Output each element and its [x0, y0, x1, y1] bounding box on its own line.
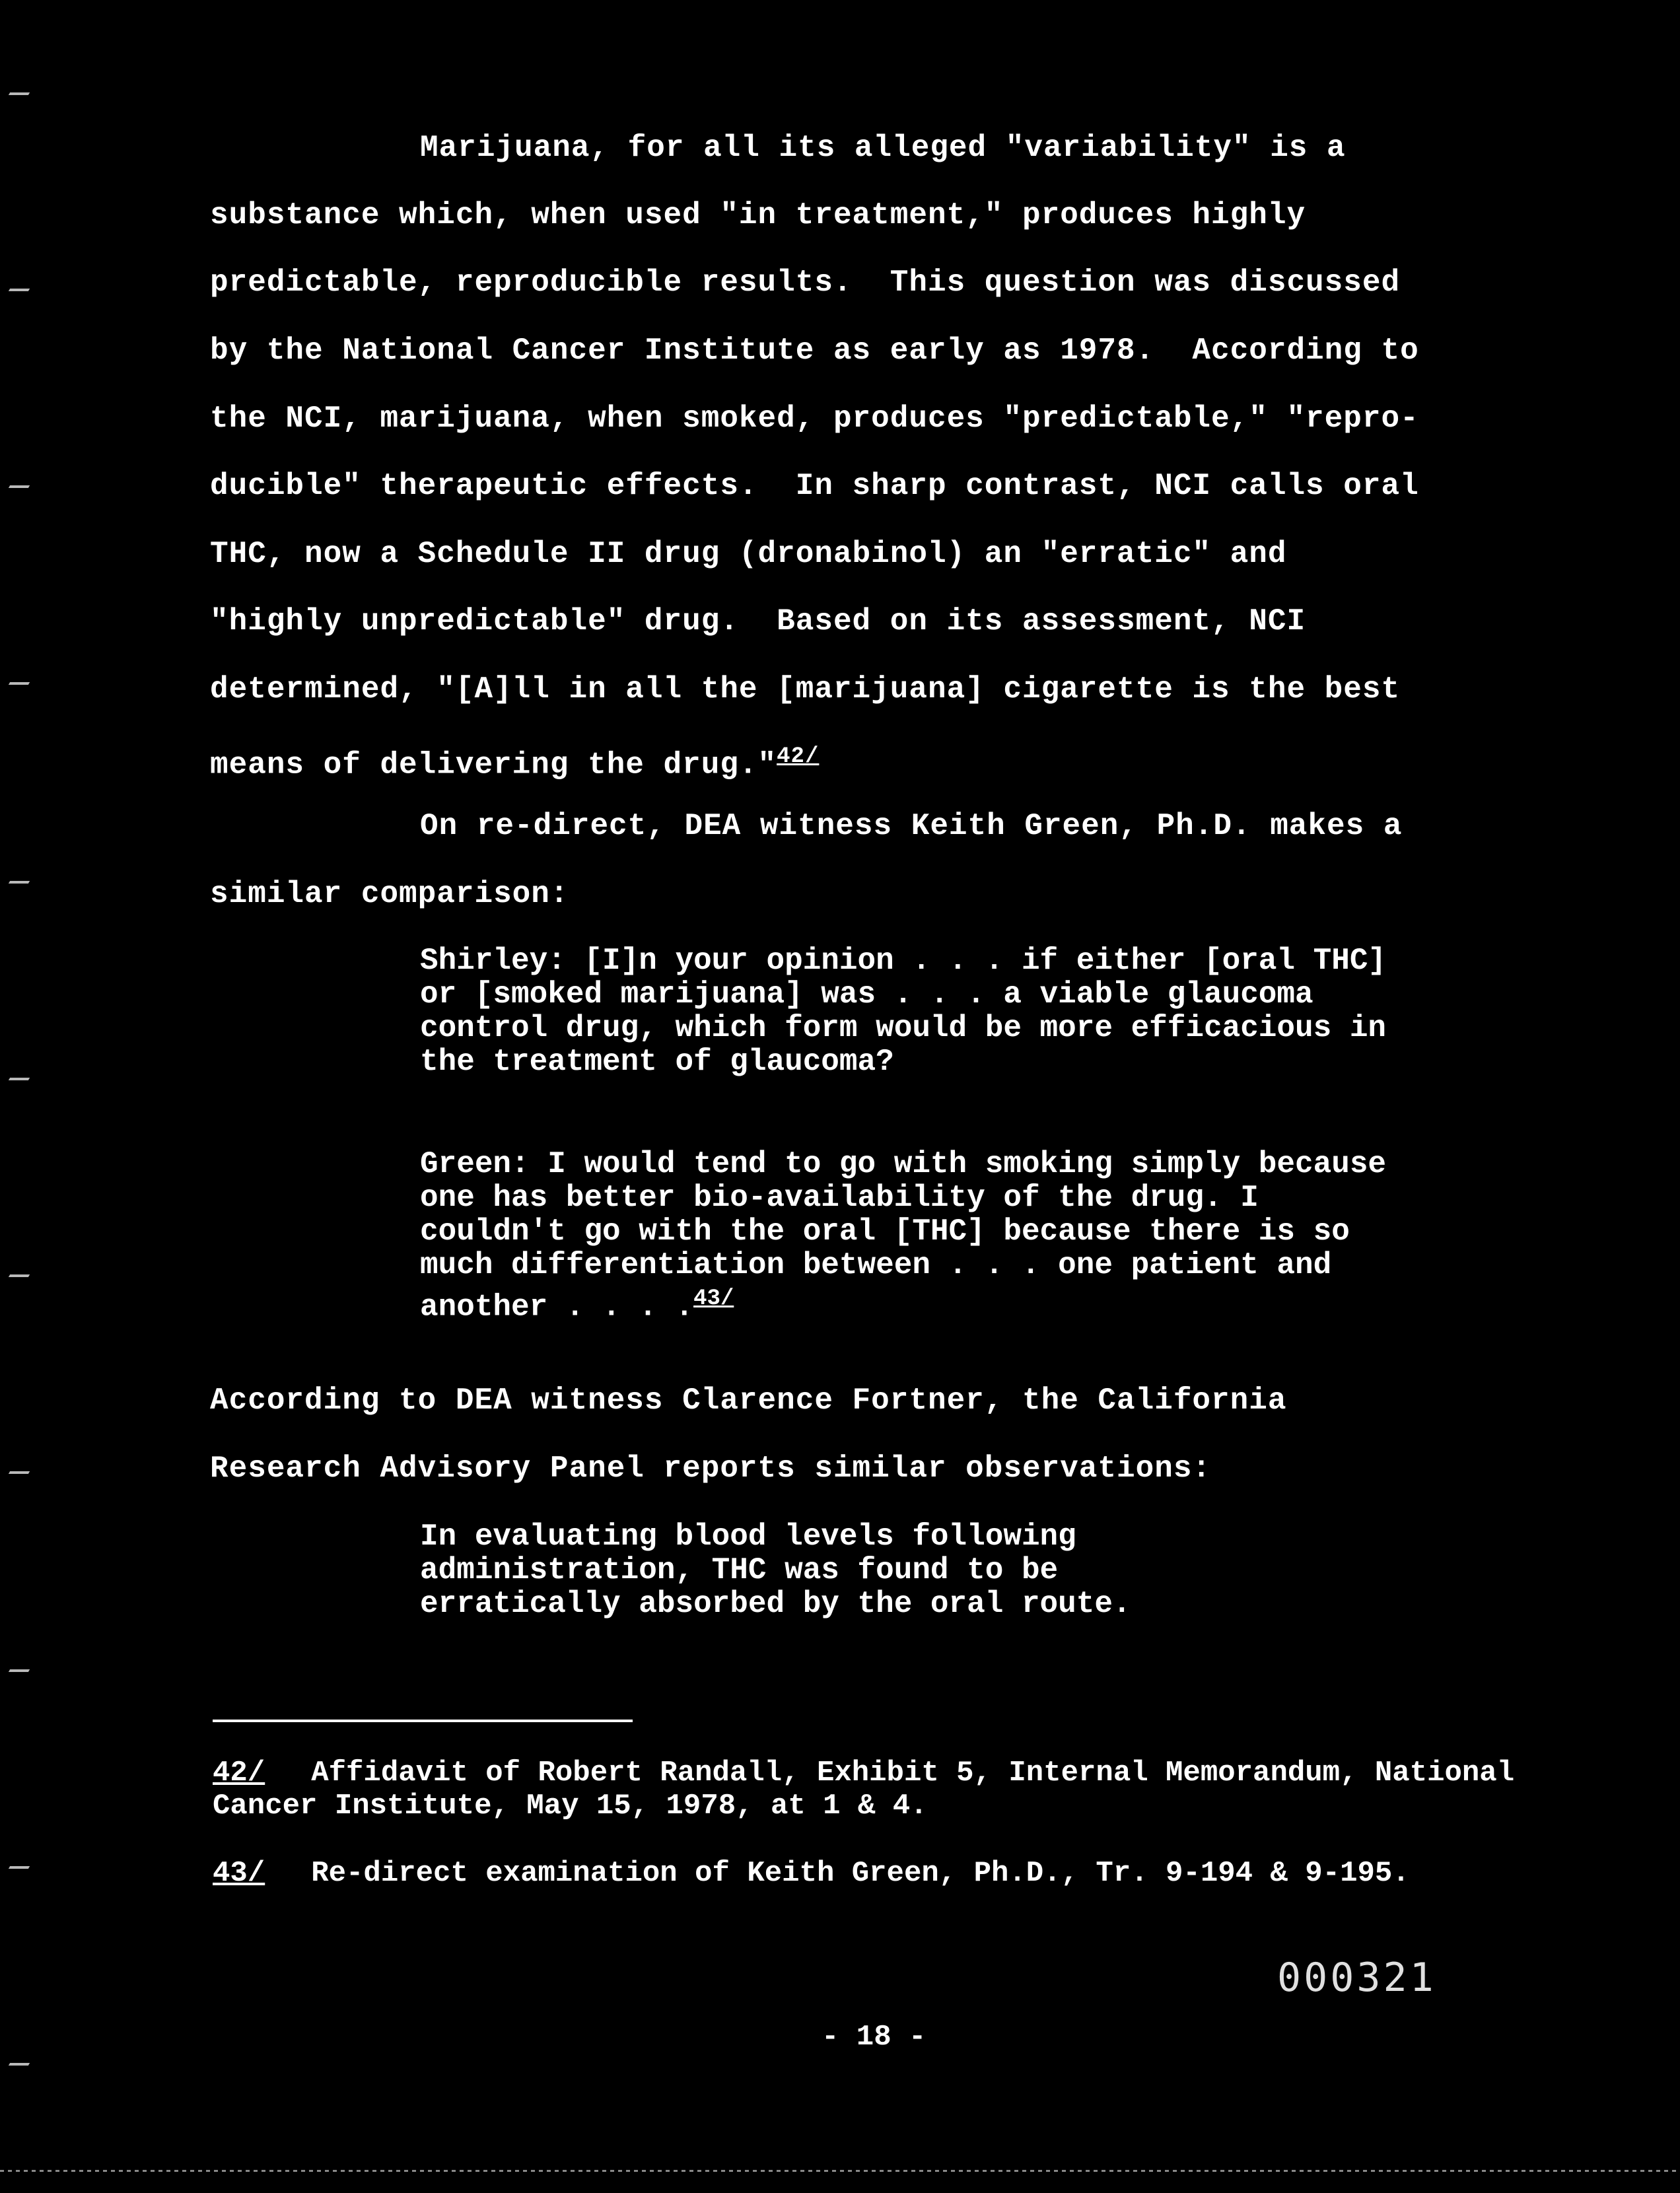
block-quote-green	[420, 1148, 1411, 1324]
block-quote-green-text: Green: I would tend to go with smoking simply because one has better bio-availability of the drug. I couldn't go with the oral [THC] because there is so much differentiation between . . . one patient and another . . . .	[420, 1147, 1387, 1325]
para2-line-1: On re-direct, DEA witness Keith Green, Ph.D. makes a	[420, 809, 1403, 843]
para1-line-4: by the National Cancer Institute as early as 1978. According to	[210, 333, 1419, 368]
para2-line-2: similar comparison:	[210, 877, 569, 911]
footnote-42	[213, 1757, 1547, 1823]
footnote-42-text: Affidavit of Robert Randall, Exhibit 5, Internal Memorandum, National Cancer Institute, May 15, 1978, at 1 & 4.	[213, 1757, 1515, 1823]
block-quote-panel: In evaluating blood levels following administration, THC was found to be erratically absorbed by the oral route.	[420, 1519, 1131, 1621]
block-quote-shirley: Shirley: [I]n your opinion . . . if either [oral THC] or [smoked marijuana] was . . . a viable glaucoma control drug, which form would be more efficacious in the treatment of glaucoma?	[420, 944, 1387, 1079]
footnote-43	[213, 1857, 1547, 1890]
para1-line-2: substance which, when used "in treatment," produces highly	[210, 198, 1306, 232]
bottom-scan-edge	[0, 2170, 1680, 2172]
footnote-ref-42: 42/	[777, 744, 820, 769]
para1-line-1: Marijuana, for all its alleged "variability" is a	[420, 131, 1346, 165]
para3-line-2: Research Advisory Panel reports similar observations:	[210, 1451, 1212, 1486]
para1-line-5: the NCI, marijuana, when smoked, produces "predictable," "repro-	[210, 401, 1419, 436]
left-margin-marks	[9, 0, 36, 2193]
para1-line-10	[210, 740, 819, 782]
para1-line-8: "highly unpredictable" drug. Based on its assessment, NCI	[210, 604, 1306, 639]
para1-line-3: predictable, reproducible results. This question was discussed	[210, 265, 1401, 300]
footnote-43-text: Re-direct examination of Keith Green, Ph.D., Tr. 9-194 & 9-195.	[311, 1857, 1410, 1890]
footnote-separator	[213, 1720, 633, 1722]
page-number: - 18 -	[822, 2021, 927, 2054]
footnote-42-number: 42/	[213, 1757, 265, 1790]
footnote-ref-43: 43/	[693, 1286, 734, 1311]
footnote-43-number: 43/	[213, 1857, 265, 1890]
para3-line-1: According to DEA witness Clarence Fortner, the California	[210, 1383, 1287, 1418]
para1-line-10-text: means of delivering the drug."	[210, 748, 777, 783]
bates-number: 000321	[1277, 1955, 1436, 2001]
para1-line-9: determined, "[A]ll in all the [marijuana] cigarette is the best	[210, 672, 1401, 707]
para1-line-7: THC, now a Schedule II drug (dronabinol) an "erratic" and	[210, 537, 1287, 571]
para1-line-6: ducible" therapeutic effects. In sharp contrast, NCI calls oral	[210, 469, 1419, 503]
